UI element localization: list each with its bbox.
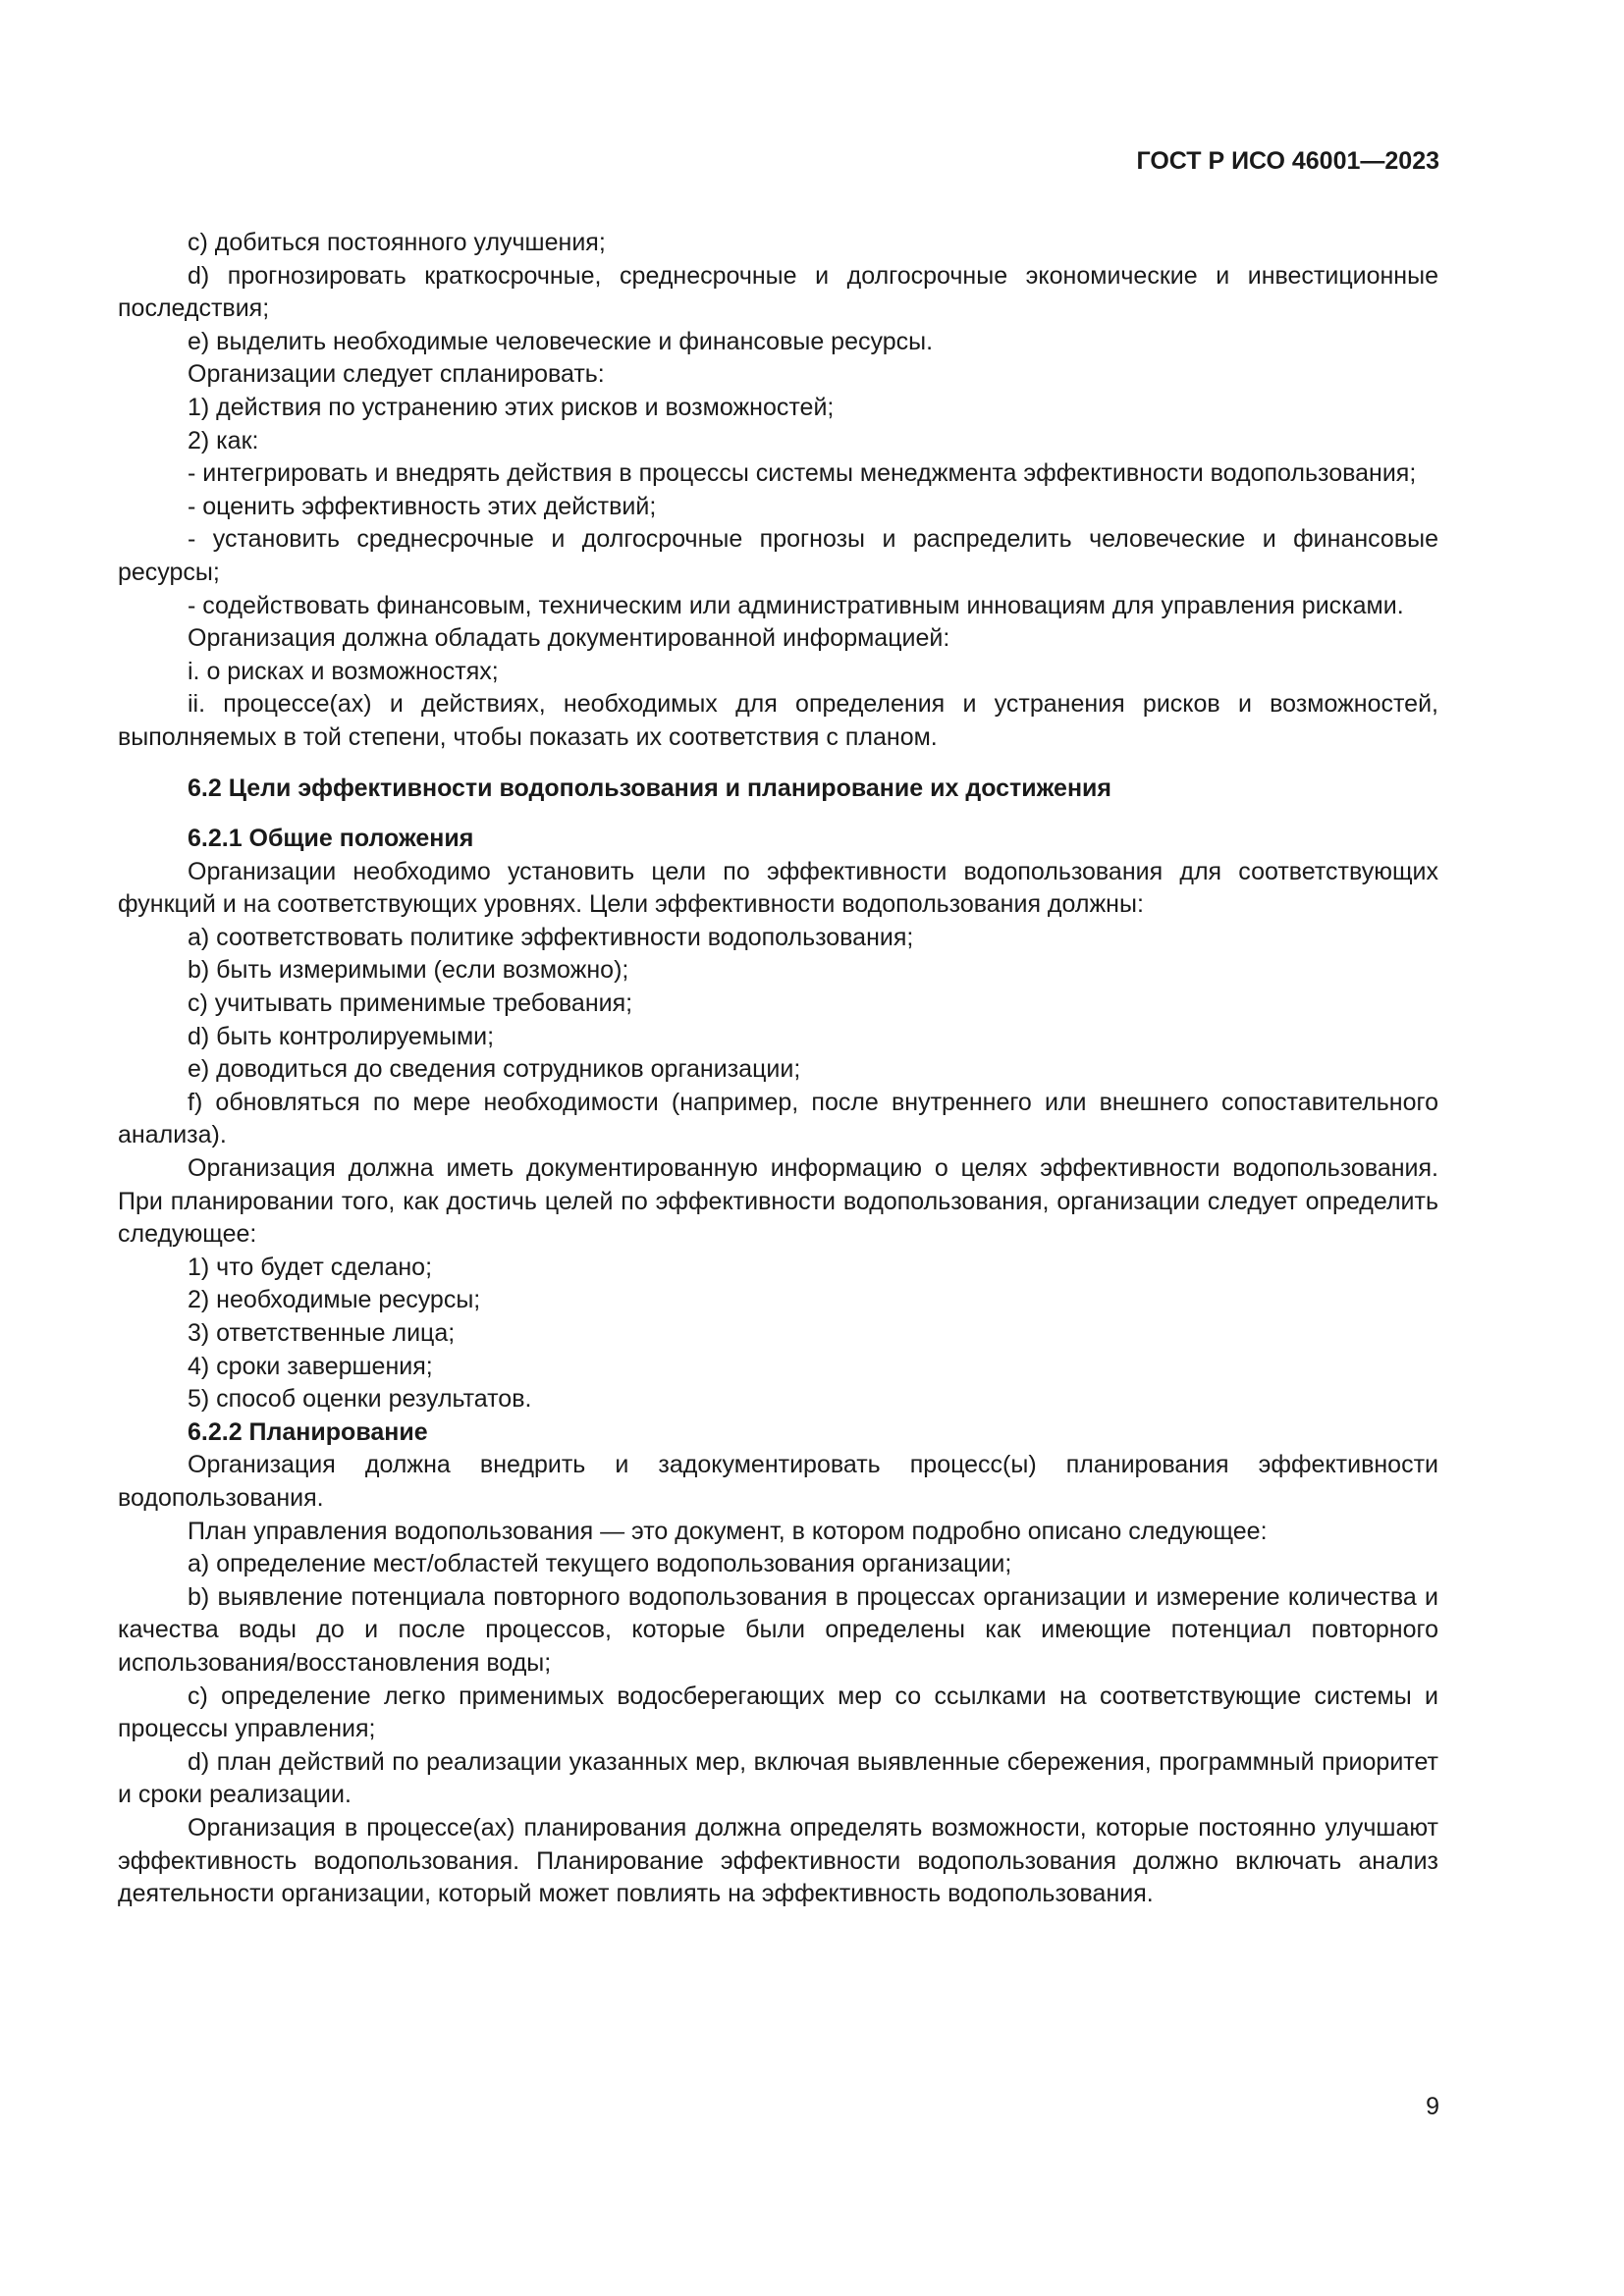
list-item: 2) необходимые ресурсы; (188, 1286, 481, 1314)
list-item: 4) сроки завершения; (188, 1352, 433, 1380)
section-heading-6-2-1: 6.2.1 Общие положения (188, 825, 474, 853)
paragraph: План управления водопользования — это документ, в котором подробно описано следующее: (188, 1517, 1268, 1545)
list-item: c) определение легко применимых водосберегающих мер со ссылками на соответствующие системы и процессы управления; (118, 1682, 1438, 1743)
list-item: d) прогнозировать краткосрочные, среднесрочные и долгосрочные экономические и инвестиционные последствия; (118, 261, 1438, 323)
list-item: i. о рисках и возможностях; (188, 657, 499, 685)
list-item: d) план действий по реализации указанных мер, включая выявленные сбережения, программный приоритет и сроки реализации. (118, 1747, 1438, 1809)
list-item: e) выделить необходимые человеческие и финансовые ресурсы. (188, 327, 934, 355)
paragraph: Организация должна внедрить и задокументировать процесс(ы) планирования эффективности водопользования. (118, 1451, 1438, 1512)
paragraph: Организации необходимо установить цели по эффективности водопользования для соответствующих функций и на соответствующих уровнях. Цели эффективности водопользования должны: (118, 857, 1438, 919)
list-item: 5) способ оценки результатов. (188, 1385, 532, 1414)
list-item: 2) как: (188, 426, 259, 454)
list-item: e) доводиться до сведения сотрудников организации; (188, 1055, 801, 1084)
list-item: - интегрировать и внедрять действия в процессы системы менеджмента эффективности водопользования; (188, 459, 1417, 488)
list-item: f) обновляться по мере необходимости (например, после внутреннего или внешнего сопоставительного анализа). (118, 1088, 1438, 1149)
document-code-header: ГОСТ Р ИСО 46001—2023 (1136, 147, 1439, 175)
list-item: c) учитывать применимые требования; (188, 989, 633, 1018)
list-item: 1) что будет сделано; (188, 1253, 433, 1281)
list-item: 3) ответственные лица; (188, 1319, 456, 1347)
paragraph: Организация должна обладать документированной информацией: (188, 624, 950, 653)
section-heading-6-2: 6.2 Цели эффективности водопользования и планирование их достижения (188, 774, 1112, 802)
list-item: b) выявление потенциала повторного водопользования в процессах организации и измерение количества и качества воды до и после процессов, которые были определены как имеющие потенциал повторного использования/восстановления воды; (118, 1582, 1438, 1677)
list-item: - установить среднесрочные и долгосрочные прогнозы и распределить человеческие и финансовые ресурсы; (118, 525, 1438, 586)
list-item: d) быть контролируемыми; (188, 1022, 495, 1050)
list-item: a) соответствовать политике эффективности водопользования; (188, 923, 914, 951)
paragraph: Организация должна иметь документированную информацию о целях эффективности водопользования. При планировании того, как достичь целей по эффективности водопользования, организации следует определить следующее: (118, 1154, 1438, 1249)
list-item: - содействовать финансовым, техническим или административным инновациям для управления рисками. (188, 591, 1404, 619)
document-body (118, 227, 1438, 1911)
page-number: 9 (1426, 2093, 1439, 2120)
list-item: c) добиться постоянного улучшения; (188, 229, 606, 256)
list-item: 1) действия по устранению этих рисков и возможностей; (188, 393, 835, 421)
paragraph: Организации следует спланировать: (188, 360, 605, 389)
list-item: ii. процессе(ах) и действиях, необходимых для определения и устранения рисков и возможностей, выполняемых в той степени, чтобы показать их соответствия с планом. (118, 690, 1438, 751)
list-item: a) определение мест/областей текущего водопользования организации; (188, 1550, 1012, 1578)
section-heading-6-2-2: 6.2.2 Планирование (188, 1417, 428, 1446)
list-item: b) быть измеримыми (если возможно); (188, 956, 629, 985)
list-item: - оценить эффективность этих действий; (188, 492, 657, 520)
paragraph: Организация в процессе(ах) планирования должна определять возможности, которые постоянно улучшают эффективность водопользования. Планирование эффективности водопользования должно включать анализ деятельности организации, который может повлиять на эффективность водопользования. (118, 1813, 1438, 1908)
